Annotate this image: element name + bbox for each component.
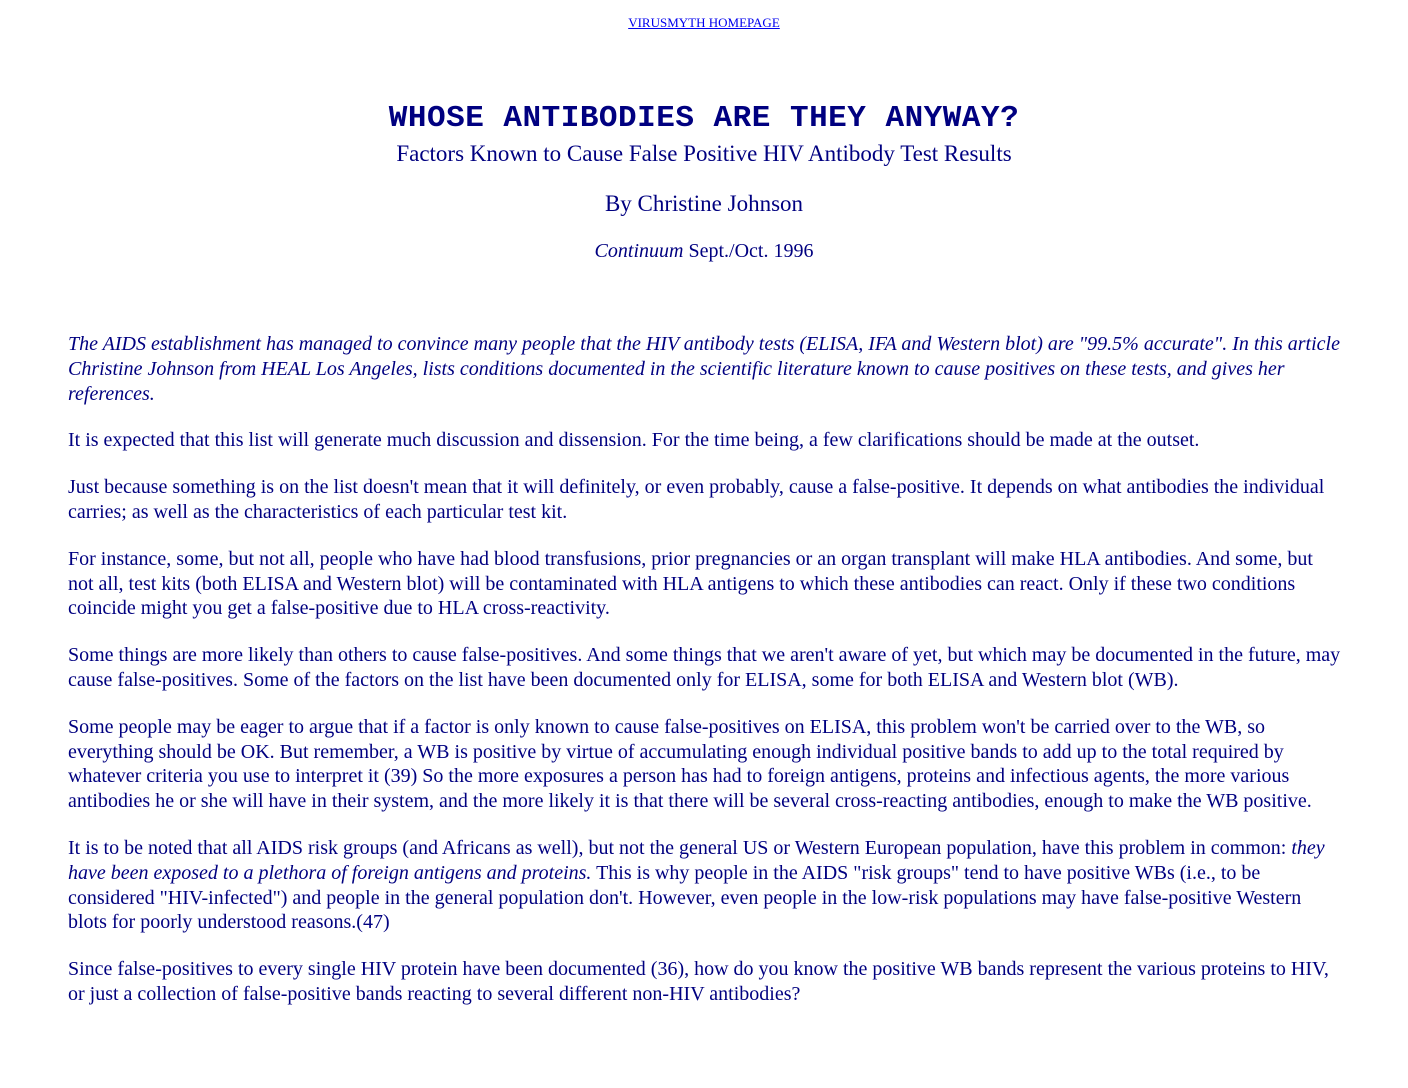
source-journal: Continuum xyxy=(594,240,684,262)
source-date: Sept./Oct. 1996 xyxy=(688,240,814,262)
paragraph-6-after: This is why people in the AIDS "risk groups" tend to have positive WBs (i.e., to be considered "HIV-infected") and people in the general population don't. However, even people in the low-risk populations may have false-positive Western blots for poorly understood reasons.(47) xyxy=(68,861,1302,934)
paragraph-6 xyxy=(68,836,1343,935)
article-source xyxy=(0,240,1408,263)
article-body xyxy=(68,332,1343,1029)
paragraph-1: It is expected that this list will generate much discussion and dissension. For the time being, a few clarifications should be made at the outset. xyxy=(68,429,1200,452)
paragraph-7: Since false-positives to every single HIV protein have been documented (36), how do you know the positive WB bands represent the various proteins to HIV, or just a collection of false-positive bands reacting to several different non-HIV antibodies? xyxy=(68,958,1329,1005)
paragraph-6-before: It is to be noted that all AIDS risk groups (and Africans as well), but not the general US or Western European population, have this problem in common: xyxy=(68,836,1292,859)
article-byline: By Christine Johnson xyxy=(604,191,804,216)
paragraph-3: For instance, some, but not all, people who have had blood transfusions, prior pregnancies or an organ transplant will make HLA antibodies. And some, but not all, test kits (both ELISA and Western blot) will be contaminated with HLA antigens to which these antibodies can react. Only if these two conditions coincide might you get a false-positive due to HLA cross-reactivity. xyxy=(68,547,1313,620)
lead-paragraph: The AIDS establishment has managed to convince many people that the HIV antibody tests (ELISA, IFA and Western blot) are "99.5% accurate". In this article Christine Johnson from HEAL Los Angeles, lists conditions documented in the scientific literature known to cause positives on these tests, and gives her references. xyxy=(68,333,1340,405)
header-nav xyxy=(0,14,1408,32)
paragraph-2: Just because something is on the list doesn't mean that it will definitely, or even probably, cause a false-positive. It depends on what antibodies the individual carries; as well as the characteristics of each particular test kit. xyxy=(68,476,1325,523)
paragraph-4: Some things are more likely than others to cause false-positives. And some things that we aren't aware of yet, but which may be documented in the future, may cause false-positives. Some of the factors on the list have been documented only for ELISA, some for both ELISA and Western blot (WB). xyxy=(68,644,1341,691)
paragraph-6-emphasis: they have been exposed to a plethora of foreign antigens and proteins. xyxy=(68,836,1325,884)
article-subtitle: Factors Known to Cause False Positive HIV Antibody Test Results xyxy=(396,141,1012,166)
paragraph-5: Some people may be eager to argue that if a factor is only known to cause false-positives on ELISA, this problem won't be carried over to the WB, so everything should be OK. But remember, a WB is positive by virtue of accumulating enough individual positive bands to add up to the total required by whatever criteria you use to interpret it (39) So the more exposures a person has had to foreign antigens, proteins and infectious agents, the more various antibodies he or she will have in their system, and the more likely it is that there will be several cross-reacting antibodies, enough to make the WB positive. xyxy=(68,715,1312,813)
virusmyth-homepage-link[interactable]: VIRUSMYTH HOMEPAGE xyxy=(628,15,780,30)
article-title: WHOSE ANTIBODIES ARE THEY ANYWAY? xyxy=(388,101,1020,136)
